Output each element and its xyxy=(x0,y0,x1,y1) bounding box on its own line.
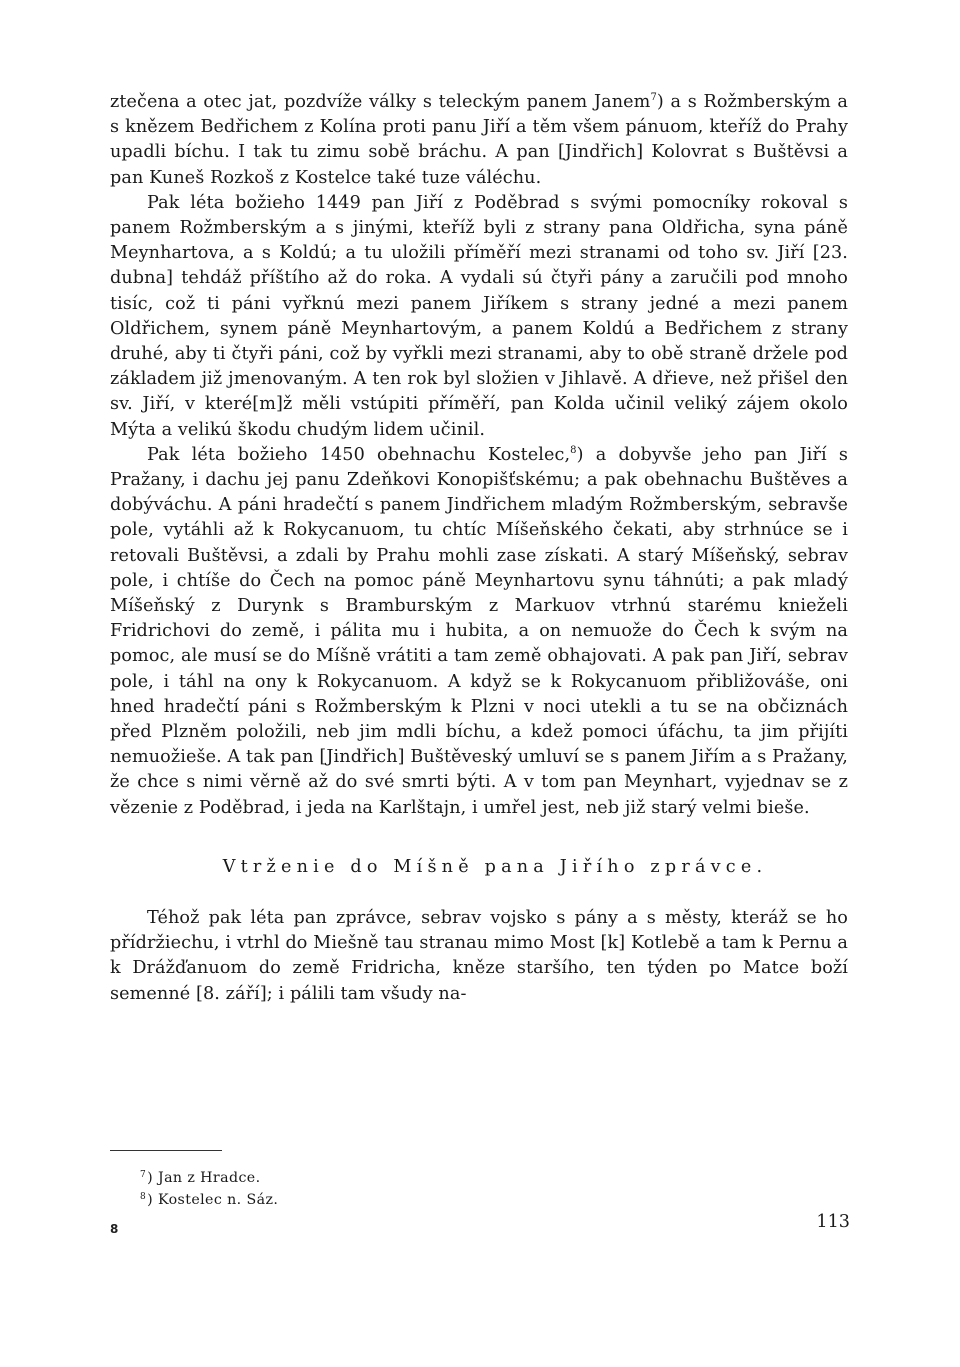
paragraph-continuation xyxy=(110,90,848,191)
footnote-8 xyxy=(140,1188,278,1210)
text-run: ) a s Rožmberským a s knězem Bedřichem z Kolína proti panu Jiří a těm všem pánuom, kteříž do Prahy upadli bíchu. I tak tu zimu sobě bráchu. A pan [Jindřich] Kolovrat s Buštěvsi a pan Kuneš Rozkoš z Kostelce také tuze váléchu. xyxy=(110,92,848,188)
footnotes xyxy=(140,1166,278,1210)
paragraph-1450 xyxy=(110,443,848,821)
footnote-text: ) Jan z Hradce. xyxy=(147,1170,261,1186)
footnote-mark: 7 xyxy=(140,1170,147,1180)
paragraph-after-heading: Téhož pak léta pan zprávce, sebrav vojsko s pány a s městy, kteráž se ho přídržiechu, i vtrhl do Miešně tau stranau mimo Most [k] Kotlebě a tam k Pernu a k Drážďanuom do země Fridricha, kněze staršího, ten týden po Matce boží semenné [8. září]; i pálili tam všudy na- xyxy=(110,907,848,1004)
page-body xyxy=(110,90,848,1007)
text-run: ) a dobyvše jeho pan Jiří s Pražany, i dachu jej panu Zdeňkovi Konopišťskému; a pak obehnachu Buštěves a dobýváchu. A páni hradečtí s panem Jindřichem mladým Rožmberským, sebravše pole, vytáhli až k Rokycanuom, tu chtíc Míšeňského čekati, aby strhnúce se i retovali Buštěvsi, a zdali by Prahu mohli zase získati. A starý Míšeňský, sebrav pole, i chtíše do Čech na pomoc páně Meynhartovu synu táhnúti; a pak mladý Míšeňský z Durynk s Bramburským z Markuov vtrhnú starému knieželi Fridrichovi do země, i pálita mu i hubita, a on nemuože do Čech k svým na pomoc, ale musí se do Míšně vrátiti a tam země obhajovati. A pak pan Jiří, sebrav pole, i táhl na ony k Rokycanuom. A když se k Rokycanuom přibližováše, oni hned hradečtí páni s Rožmberským k Plzni v noci utekli a tu se na občiznách před Plzněm položili, neb jim mdli bíchu, a kdež pomoci úfáchu, ta jim přijíti nemuožieše. A tak pan [Jindřich] Buštěveský umluví se s panem Jiřím a s Pražany, že chce s nimi věrně až do své smrti býti. A v tom pan Meynhart, vyjednav se z vězenie z Poděbrad, i jeda na Karlštajn, i umřel jest, neb již starý velmi bieše. xyxy=(110,444,848,818)
signature-mark: 8 xyxy=(110,1222,119,1236)
footnote-mark: 8 xyxy=(140,1192,147,1202)
footnote-ref-8: 8 xyxy=(570,444,577,456)
page-number: 113 xyxy=(816,1212,850,1232)
footnote-text: ) Kostelec n. Sáz. xyxy=(147,1192,279,1208)
footnote-divider xyxy=(110,1150,222,1151)
section-heading: Vtrženie do Míšně pana Jiřího zprávce. xyxy=(222,856,768,877)
paragraph-1449: Pak léta božieho 1449 pan Jiří z Poděbrad s svými pomocníky rokoval s panem Rožmberským a s jinými, kteříž byli z strany pana Oldřicha, syna páně Meynhartova, a s Koldú; a tu uložili příměří mezi stranami od toho sv. Jiří [23. dubna] tehdáž příštího až do roka. A vydali sú čtyři pány a zaručili pod mnoho tisíc, což ti páni vyřknú mezi panem Jiříkem s strany jedné a mezi panem Oldřichem, synem páně Meynhartovým, a panem Koldú a Bedřichem z strany druhé, aby ti čtyři páni, což by vyřkli mezi stranami, aby to obě straně drželе pod základem již jmenovaným. A ten rok byl složien v Jihlavě. A dřieve, než přišel den sv. Jiří, v které[m]ž měli vstúpiti příměří, pan Kolda učinil veliký zájem okolo Mýta a velikú škodu chudým lidem učinil. xyxy=(110,192,848,440)
text-run: ztečena a otec jat, pozdvíže války s teleckým panem Janem xyxy=(110,92,651,112)
text-run: Pak léta božieho 1450 obehnachu Kostelec, xyxy=(147,444,571,465)
footnote-7 xyxy=(140,1166,278,1188)
footnote-ref-7: 7 xyxy=(650,92,657,103)
